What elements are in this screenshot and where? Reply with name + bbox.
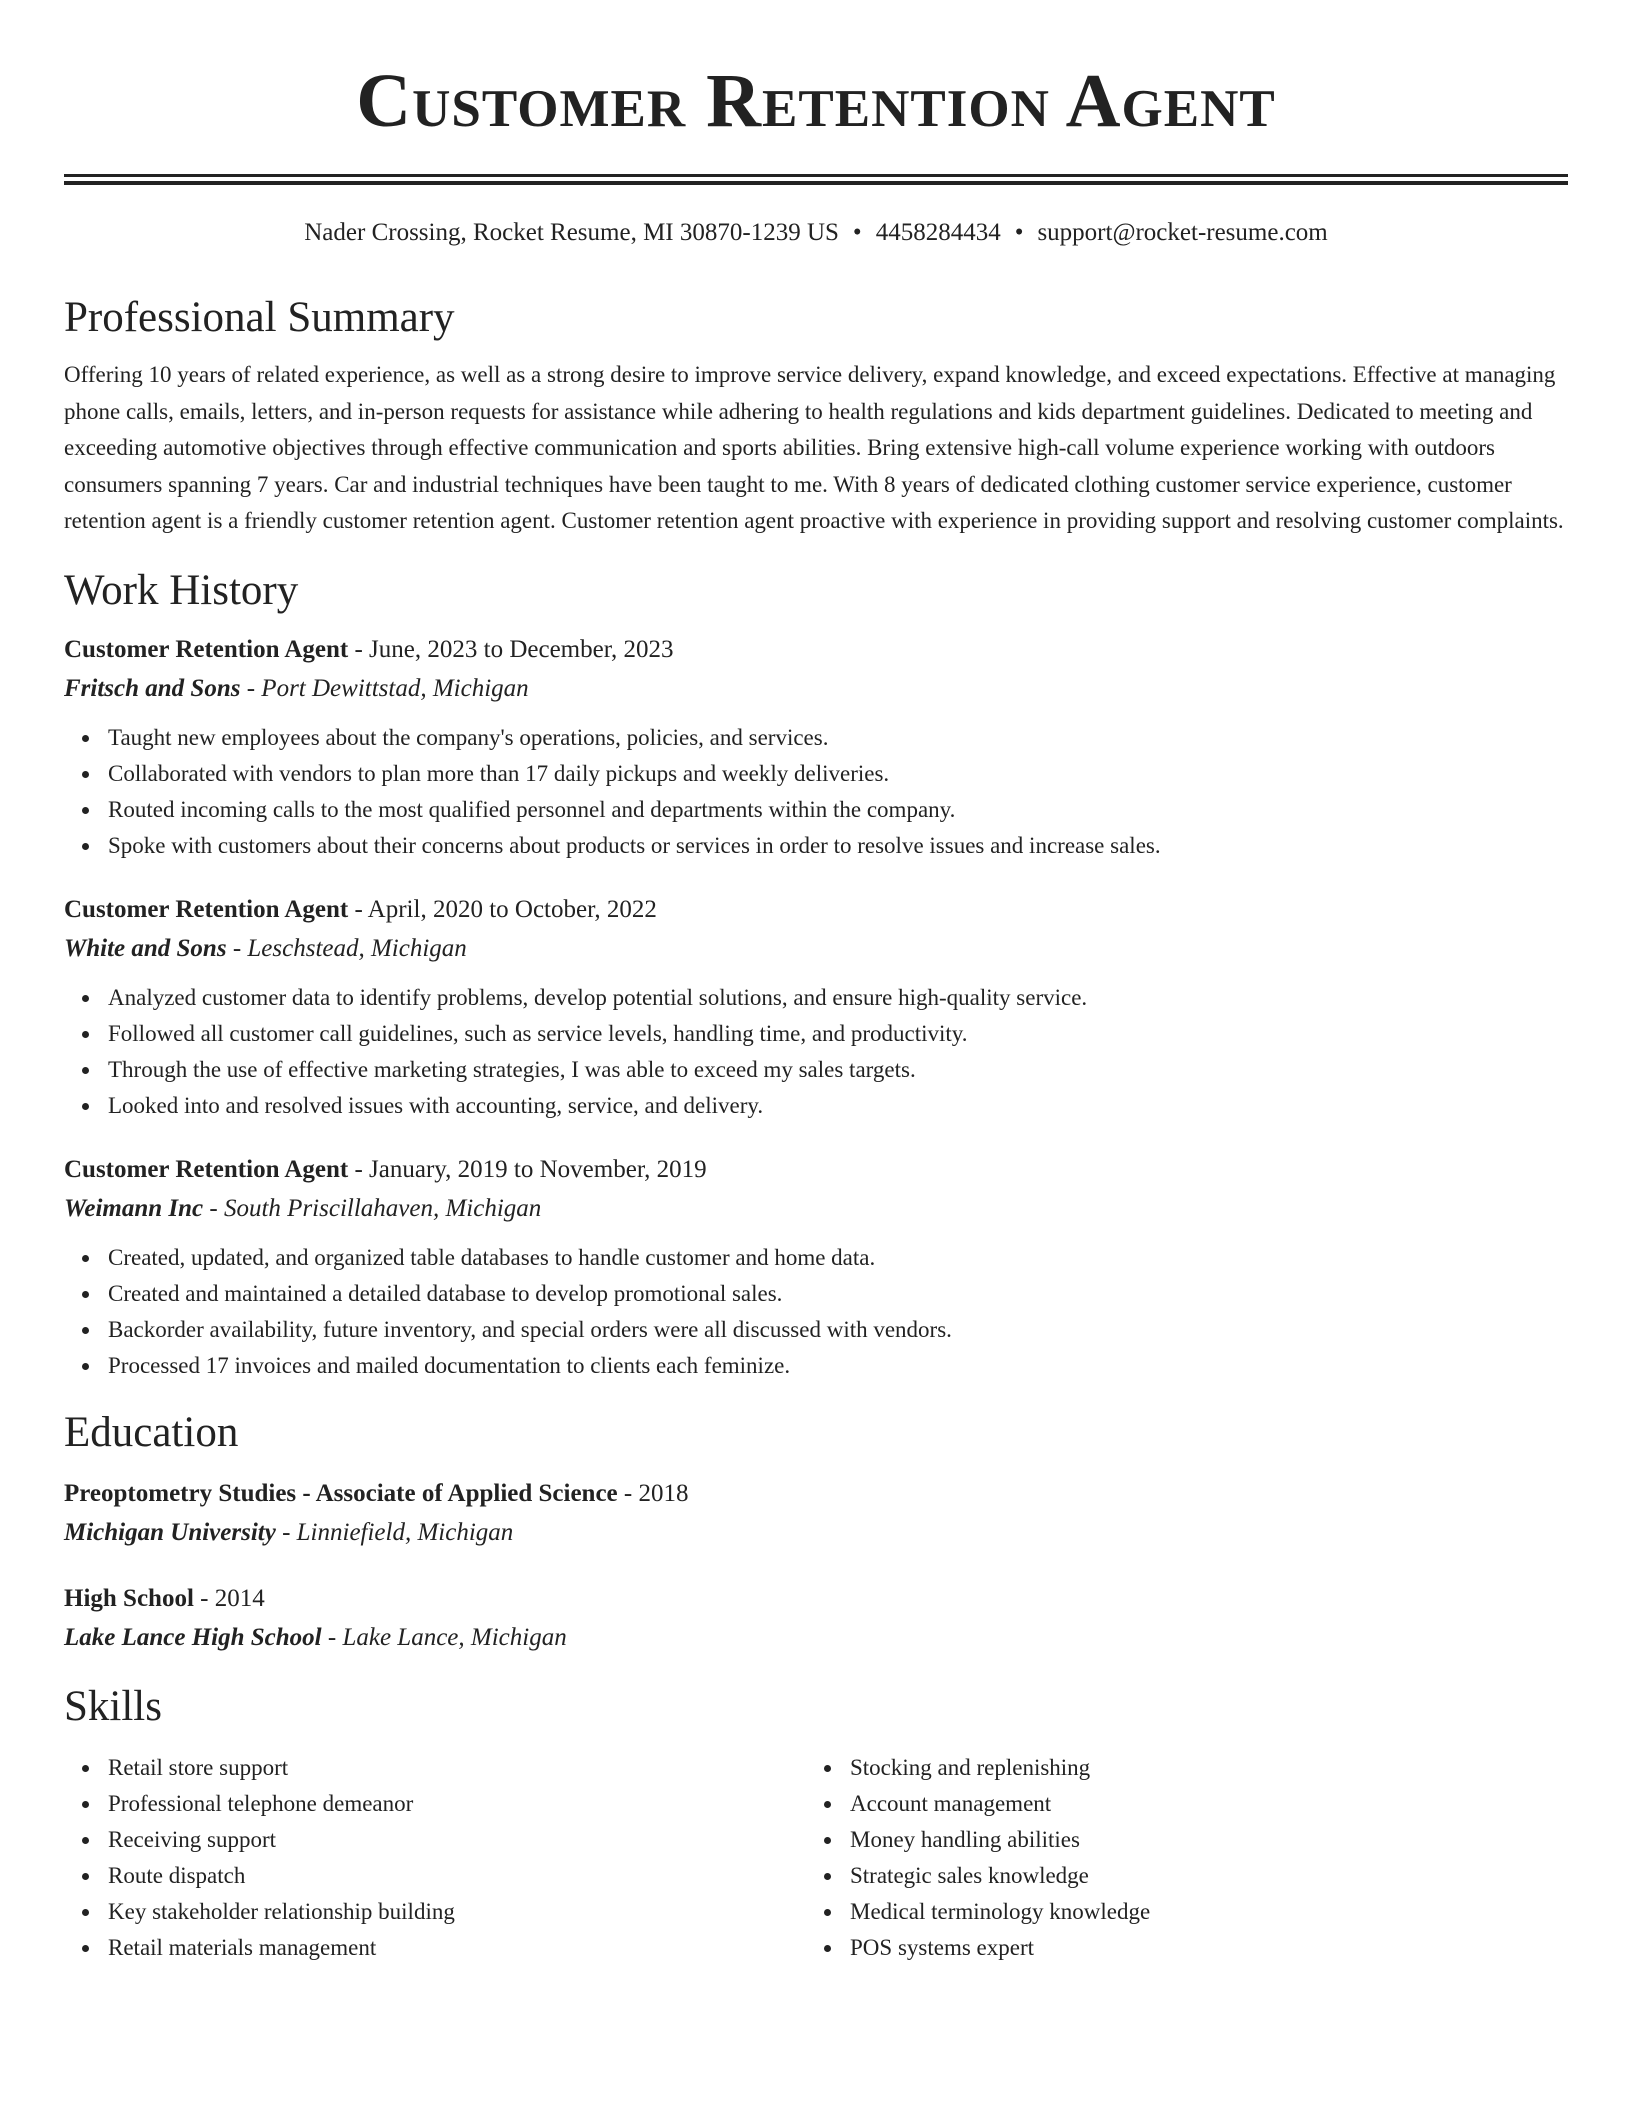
skill-item: POS systems expert <box>850 1930 1548 1966</box>
list-item: Looked into and resolved issues with accounting, service, and delivery. <box>108 1088 1568 1124</box>
list-item: Taught new employees about the company's operations, policies, and services. <box>108 720 1568 756</box>
contact-email: support@rocket-resume.com <box>1037 219 1328 246</box>
job-title: Customer Retention Agent <box>64 635 349 663</box>
job-company-line <box>64 1193 1568 1225</box>
skill-item: Receiving support <box>108 1822 806 1858</box>
job-entry <box>64 1154 1568 1384</box>
resume-name: Customer Retention Agent <box>356 59 1276 143</box>
education-year: - 2018 <box>617 1479 689 1507</box>
skills-list <box>806 1750 1548 1966</box>
skill-item: Account management <box>850 1786 1548 1822</box>
job-entry <box>64 634 1568 864</box>
header-divider <box>64 174 1568 185</box>
job-title-line <box>64 894 1568 926</box>
education-school: Lake Lance High School <box>64 1623 322 1651</box>
job-company-line <box>64 673 1568 705</box>
education-year: - 2014 <box>193 1584 265 1612</box>
skill-item: Route dispatch <box>108 1858 806 1894</box>
education-degree: High School <box>64 1584 194 1612</box>
skill-item: Retail materials management <box>108 1930 806 1966</box>
skill-item: Money handling abilities <box>850 1822 1548 1858</box>
skills-column-left <box>64 1750 806 1966</box>
education-entry <box>64 1583 1568 1654</box>
job-title: Customer Retention Agent <box>64 895 349 923</box>
job-company: White and Sons <box>64 934 227 962</box>
job-company: Fritsch and Sons <box>64 674 241 702</box>
list-item: Created, updated, and organized table databases to handle customer and home data. <box>108 1240 1568 1276</box>
education-degree-line <box>64 1478 1568 1510</box>
summary-text: Offering 10 years of related experience, as well as a strong desire to improve service delivery, expand knowledge, and exceed expectations. Effective at managing phone calls, emails, letters, and in-person requests for assistance while adhering to health regulations and kids department guidelines. Dedicated to meeting and exceeding automotive objectives through effective communication and sports abilities. Bring extensive high-call volume experience working with outdoors consumers spanning 7 years. Car and industrial techniques have been taught to me. With 8 years of dedicated clothing customer service experience, customer retention agent is a friendly customer retention agent. Customer retention agent proactive with experience in providing support and resolving customer complaints. <box>64 362 1564 533</box>
job-entry <box>64 894 1568 1124</box>
job-title: Customer Retention Agent <box>64 1155 349 1183</box>
job-location: - Port Dewittstad, Michigan <box>240 674 529 702</box>
list-item: Routed incoming calls to the most qualified personnel and departments within the company. <box>108 792 1568 828</box>
education-degree: Preoptometry Studies - Associate of Applied Science <box>64 1479 618 1507</box>
skill-item: Professional telephone demeanor <box>108 1786 806 1822</box>
list-item: Followed all customer call guidelines, such as service levels, handling time, and productivity. <box>108 1016 1568 1052</box>
job-bullets <box>64 720 1568 864</box>
list-item: Spoke with customers about their concerns about products or services in order to resolve issues and increase sales. <box>108 828 1568 864</box>
contact-separator: • <box>852 219 862 246</box>
job-dates: - April, 2020 to October, 2022 <box>348 895 657 923</box>
contact-separator: • <box>1014 219 1024 246</box>
skill-item: Stocking and replenishing <box>850 1750 1548 1786</box>
skills-grid <box>64 1750 1568 1966</box>
education-school-line <box>64 1622 1568 1654</box>
skill-item: Retail store support <box>108 1750 806 1786</box>
job-dates: - June, 2023 to December, 2023 <box>348 635 674 663</box>
list-item: Analyzed customer data to identify problems, develop potential solutions, and ensure high-quality service. <box>108 980 1568 1016</box>
skills-column-right <box>806 1750 1548 1966</box>
job-title-line <box>64 634 1568 666</box>
education-location: - Lake Lance, Michigan <box>321 1623 567 1651</box>
list-item: Through the use of effective marketing strategies, I was able to exceed my sales targets. <box>108 1052 1568 1088</box>
skill-item: Strategic sales knowledge <box>850 1858 1548 1894</box>
summary-heading: Professional Summary <box>64 294 455 341</box>
education-school-line <box>64 1517 1568 1549</box>
job-title-line <box>64 1154 1568 1186</box>
list-item: Collaborated with vendors to plan more than 17 daily pickups and weekly deliveries. <box>108 756 1568 792</box>
education-school: Michigan University <box>64 1518 276 1546</box>
skill-item: Key stakeholder relationship building <box>108 1894 806 1930</box>
job-company: Weimann Inc <box>64 1194 204 1222</box>
skills-list <box>64 1750 806 1966</box>
education-heading: Education <box>64 1408 239 1456</box>
work-history-heading: Work History <box>64 566 299 614</box>
list-item: Created and maintained a detailed database to develop promotional sales. <box>108 1276 1568 1312</box>
education-degree-line <box>64 1583 1568 1615</box>
contact-phone: 4458284434 <box>875 219 1001 246</box>
skills-heading: Skills <box>64 1682 162 1730</box>
contact-address: Nader Crossing, Rocket Resume, MI 30870-1239 US <box>304 219 839 246</box>
job-location: - Leschstead, Michigan <box>226 934 467 962</box>
skill-item: Medical terminology knowledge <box>850 1894 1548 1930</box>
job-location: - South Priscillahaven, Michigan <box>203 1194 542 1222</box>
job-dates: - January, 2019 to November, 2019 <box>348 1155 707 1183</box>
job-company-line <box>64 933 1568 965</box>
education-entry <box>64 1478 1568 1549</box>
education-location: - Linniefield, Michigan <box>275 1518 514 1546</box>
job-bullets <box>64 980 1568 1124</box>
list-item: Backorder availability, future inventory, and special orders were all discussed with vendors. <box>108 1312 1568 1348</box>
list-item: Processed 17 invoices and mailed documentation to clients each feminize. <box>108 1348 1568 1384</box>
contact-line <box>64 218 1568 248</box>
job-bullets <box>64 1240 1568 1384</box>
